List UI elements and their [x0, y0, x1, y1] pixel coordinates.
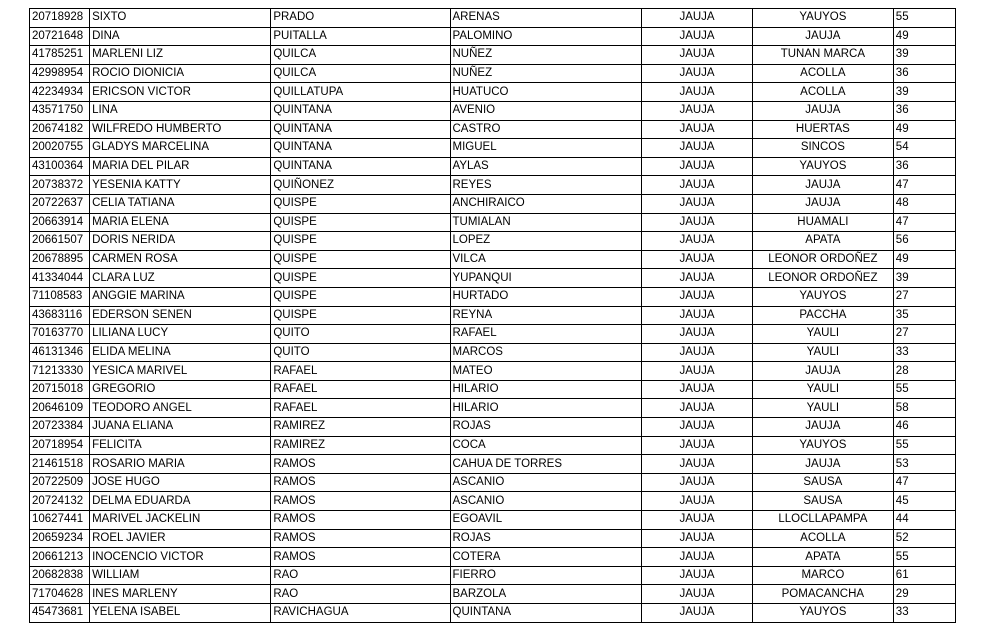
maternal-surname-cell: COTERA	[450, 548, 642, 567]
province-cell: JAUJA	[642, 548, 753, 567]
district-cell: POMACANCHA	[752, 585, 893, 604]
paternal-surname-cell: QUILCA	[271, 64, 450, 83]
district-cell: HUERTAS	[752, 120, 893, 139]
table-row	[30, 139, 956, 158]
dni-cell: 71108583	[30, 287, 90, 306]
paternal-surname-cell: RAMOS	[271, 473, 450, 492]
table-row	[30, 325, 956, 344]
province-cell: JAUJA	[642, 101, 753, 120]
maternal-surname-cell: REYNA	[450, 306, 642, 325]
dni-cell: 20718954	[30, 436, 90, 455]
first-name-cell: GREGORIO	[90, 380, 271, 399]
province-cell: JAUJA	[642, 194, 753, 213]
first-name-cell: ROSARIO MARIA	[90, 455, 271, 474]
table-row	[30, 604, 956, 623]
first-name-cell: YESICA MARIVEL	[90, 362, 271, 381]
age-cell: 46	[893, 418, 955, 437]
first-name-cell: INOCENCIO VICTOR	[90, 548, 271, 567]
table-row	[30, 287, 956, 306]
paternal-surname-cell: RAMOS	[271, 548, 450, 567]
paternal-surname-cell: RAMOS	[271, 511, 450, 530]
province-cell: JAUJA	[642, 585, 753, 604]
table-row	[30, 511, 956, 530]
paternal-surname-cell: QUISPE	[271, 250, 450, 269]
maternal-surname-cell: ASCANIO	[450, 492, 642, 511]
dni-cell: 20722637	[30, 194, 90, 213]
district-cell: YAULI	[752, 325, 893, 344]
province-cell: JAUJA	[642, 566, 753, 585]
age-cell: 52	[893, 529, 955, 548]
paternal-surname-cell: QUILCA	[271, 46, 450, 65]
table-row	[30, 529, 956, 548]
table-row	[30, 46, 956, 65]
first-name-cell: MARLENI LIZ	[90, 46, 271, 65]
district-cell: YAUYOS	[752, 9, 893, 28]
maternal-surname-cell: CAHUA DE TORRES	[450, 455, 642, 474]
maternal-surname-cell: VILCA	[450, 250, 642, 269]
table-row	[30, 64, 956, 83]
district-cell: APATA	[752, 548, 893, 567]
maternal-surname-cell: MIGUEL	[450, 139, 642, 158]
age-cell: 49	[893, 27, 955, 46]
district-cell: SAUSA	[752, 473, 893, 492]
dni-cell: 71213330	[30, 362, 90, 381]
first-name-cell: CLARA LUZ	[90, 269, 271, 288]
dni-cell: 70163770	[30, 325, 90, 344]
maternal-surname-cell: QUINTANA	[450, 604, 642, 623]
district-cell: JAUJA	[752, 418, 893, 437]
maternal-surname-cell: MARCOS	[450, 343, 642, 362]
district-cell: JAUJA	[752, 455, 893, 474]
paternal-surname-cell: QUINTANA	[271, 139, 450, 158]
district-cell: TUNAN MARCA	[752, 46, 893, 65]
age-cell: 58	[893, 399, 955, 418]
first-name-cell: YESENIA KATTY	[90, 176, 271, 195]
age-cell: 55	[893, 436, 955, 455]
dni-cell: 43571750	[30, 101, 90, 120]
district-cell: JAUJA	[752, 362, 893, 381]
paternal-surname-cell: RAVICHAGUA	[271, 604, 450, 623]
first-name-cell: TEODORO ANGEL	[90, 399, 271, 418]
table-row	[30, 566, 956, 585]
dni-cell: 20738372	[30, 176, 90, 195]
dni-cell: 20718928	[30, 9, 90, 28]
table-row	[30, 9, 956, 28]
first-name-cell: CELIA TATIANA	[90, 194, 271, 213]
district-cell: MARCO	[752, 566, 893, 585]
district-cell: ACOLLA	[752, 64, 893, 83]
district-cell: YAUYOS	[752, 157, 893, 176]
province-cell: JAUJA	[642, 139, 753, 158]
maternal-surname-cell: ROJAS	[450, 418, 642, 437]
first-name-cell: INES MARLENY	[90, 585, 271, 604]
district-cell: YAULI	[752, 343, 893, 362]
table-row	[30, 362, 956, 381]
age-cell: 54	[893, 139, 955, 158]
paternal-surname-cell: PUITALLA	[271, 27, 450, 46]
district-cell: JAUJA	[752, 27, 893, 46]
age-cell: 33	[893, 604, 955, 623]
dni-cell: 20724132	[30, 492, 90, 511]
district-cell: APATA	[752, 232, 893, 251]
dni-cell: 20723384	[30, 418, 90, 437]
dni-cell: 41334044	[30, 269, 90, 288]
age-cell: 28	[893, 362, 955, 381]
dni-cell: 20722509	[30, 473, 90, 492]
province-cell: JAUJA	[642, 64, 753, 83]
paternal-surname-cell: RAMOS	[271, 455, 450, 474]
dni-cell: 20678895	[30, 250, 90, 269]
table-row	[30, 399, 956, 418]
first-name-cell: LILIANA LUCY	[90, 325, 271, 344]
maternal-surname-cell: COCA	[450, 436, 642, 455]
maternal-surname-cell: EGOAVIL	[450, 511, 642, 530]
table-row	[30, 176, 956, 195]
dni-cell: 20682838	[30, 566, 90, 585]
maternal-surname-cell: BARZOLA	[450, 585, 642, 604]
first-name-cell: ERICSON VICTOR	[90, 83, 271, 102]
province-cell: JAUJA	[642, 418, 753, 437]
province-cell: JAUJA	[642, 343, 753, 362]
district-cell: HUAMALI	[752, 213, 893, 232]
paternal-surname-cell: QUISPE	[271, 213, 450, 232]
province-cell: JAUJA	[642, 325, 753, 344]
first-name-cell: LINA	[90, 101, 271, 120]
paternal-surname-cell: RAFAEL	[271, 362, 450, 381]
first-name-cell: ELIDA MELINA	[90, 343, 271, 362]
province-cell: JAUJA	[642, 213, 753, 232]
province-cell: JAUJA	[642, 83, 753, 102]
maternal-surname-cell: ARENAS	[450, 9, 642, 28]
paternal-surname-cell: QUIÑONEZ	[271, 176, 450, 195]
table-row	[30, 27, 956, 46]
maternal-surname-cell: REYES	[450, 176, 642, 195]
district-cell: LEONOR ORDOÑEZ	[752, 250, 893, 269]
age-cell: 39	[893, 46, 955, 65]
province-cell: JAUJA	[642, 232, 753, 251]
table-row	[30, 418, 956, 437]
first-name-cell: YELENA ISABEL	[90, 604, 271, 623]
province-cell: JAUJA	[642, 436, 753, 455]
province-cell: JAUJA	[642, 473, 753, 492]
dni-cell: 20715018	[30, 380, 90, 399]
age-cell: 55	[893, 548, 955, 567]
age-cell: 47	[893, 473, 955, 492]
age-cell: 47	[893, 176, 955, 195]
paternal-surname-cell: PRADO	[271, 9, 450, 28]
first-name-cell: MARIA DEL PILAR	[90, 157, 271, 176]
age-cell: 36	[893, 64, 955, 83]
age-cell: 47	[893, 213, 955, 232]
table-row	[30, 194, 956, 213]
dni-cell: 20721648	[30, 27, 90, 46]
maternal-surname-cell: ASCANIO	[450, 473, 642, 492]
dni-cell: 20661213	[30, 548, 90, 567]
age-cell: 53	[893, 455, 955, 474]
paternal-surname-cell: RAFAEL	[271, 380, 450, 399]
province-cell: JAUJA	[642, 120, 753, 139]
table-row	[30, 101, 956, 120]
table-row	[30, 157, 956, 176]
first-name-cell: FELICITA	[90, 436, 271, 455]
maternal-surname-cell: CASTRO	[450, 120, 642, 139]
dni-cell: 43100364	[30, 157, 90, 176]
age-cell: 45	[893, 492, 955, 511]
province-cell: JAUJA	[642, 46, 753, 65]
paternal-surname-cell: RAMOS	[271, 492, 450, 511]
district-cell: LEONOR ORDOÑEZ	[752, 269, 893, 288]
maternal-surname-cell: HILARIO	[450, 399, 642, 418]
table-row	[30, 380, 956, 399]
province-cell: JAUJA	[642, 380, 753, 399]
province-cell: JAUJA	[642, 399, 753, 418]
paternal-surname-cell: QUISPE	[271, 269, 450, 288]
dni-cell: 71704628	[30, 585, 90, 604]
first-name-cell: ROCIO DIONICIA	[90, 64, 271, 83]
district-cell: JAUJA	[752, 101, 893, 120]
first-name-cell: DINA	[90, 27, 271, 46]
age-cell: 55	[893, 9, 955, 28]
paternal-surname-cell: RAO	[271, 585, 450, 604]
maternal-surname-cell: AVENIO	[450, 101, 642, 120]
table-row	[30, 455, 956, 474]
first-name-cell: ANGGIE MARINA	[90, 287, 271, 306]
maternal-surname-cell: FIERRO	[450, 566, 642, 585]
first-name-cell: DORIS NERIDA	[90, 232, 271, 251]
district-cell: YAULI	[752, 380, 893, 399]
table-row	[30, 83, 956, 102]
dni-cell: 42998954	[30, 64, 90, 83]
dni-cell: 20020755	[30, 139, 90, 158]
first-name-cell: EDERSON SENEN	[90, 306, 271, 325]
paternal-surname-cell: RAMIREZ	[271, 436, 450, 455]
paternal-surname-cell: RAO	[271, 566, 450, 585]
first-name-cell: JUANA ELIANA	[90, 418, 271, 437]
district-cell: ACOLLA	[752, 529, 893, 548]
maternal-surname-cell: HURTADO	[450, 287, 642, 306]
paternal-surname-cell: QUITO	[271, 343, 450, 362]
district-cell: YAULI	[752, 399, 893, 418]
province-cell: JAUJA	[642, 492, 753, 511]
paternal-surname-cell: RAFAEL	[271, 399, 450, 418]
table-row	[30, 269, 956, 288]
dni-cell: 43683116	[30, 306, 90, 325]
paternal-surname-cell: RAMIREZ	[271, 418, 450, 437]
age-cell: 48	[893, 194, 955, 213]
table-row	[30, 120, 956, 139]
age-cell: 44	[893, 511, 955, 530]
maternal-surname-cell: RAFAEL	[450, 325, 642, 344]
district-cell: JAUJA	[752, 176, 893, 195]
paternal-surname-cell: QUISPE	[271, 306, 450, 325]
paternal-surname-cell: QUINTANA	[271, 157, 450, 176]
first-name-cell: JOSE HUGO	[90, 473, 271, 492]
district-cell: ACOLLA	[752, 83, 893, 102]
dni-cell: 20661507	[30, 232, 90, 251]
maternal-surname-cell: ANCHIRAICO	[450, 194, 642, 213]
dni-cell: 46131346	[30, 343, 90, 362]
district-cell: YAUYOS	[752, 287, 893, 306]
province-cell: JAUJA	[642, 455, 753, 474]
district-cell: YAUYOS	[752, 604, 893, 623]
age-cell: 49	[893, 120, 955, 139]
dni-cell: 45473681	[30, 604, 90, 623]
district-cell: YAUYOS	[752, 436, 893, 455]
province-cell: JAUJA	[642, 9, 753, 28]
province-cell: JAUJA	[642, 157, 753, 176]
province-cell: JAUJA	[642, 306, 753, 325]
first-name-cell: MARIVEL JACKELIN	[90, 511, 271, 530]
district-cell: JAUJA	[752, 194, 893, 213]
province-cell: JAUJA	[642, 176, 753, 195]
age-cell: 36	[893, 157, 955, 176]
first-name-cell: WILLIAM	[90, 566, 271, 585]
province-cell: JAUJA	[642, 27, 753, 46]
paternal-surname-cell: QUINTANA	[271, 120, 450, 139]
dni-cell: 41785251	[30, 46, 90, 65]
age-cell: 29	[893, 585, 955, 604]
age-cell: 33	[893, 343, 955, 362]
province-cell: JAUJA	[642, 529, 753, 548]
table-row	[30, 492, 956, 511]
paternal-surname-cell: QUISPE	[271, 232, 450, 251]
maternal-surname-cell: NUÑEZ	[450, 64, 642, 83]
maternal-surname-cell: YUPANQUI	[450, 269, 642, 288]
maternal-surname-cell: ROJAS	[450, 529, 642, 548]
first-name-cell: MARIA ELENA	[90, 213, 271, 232]
maternal-surname-cell: NUÑEZ	[450, 46, 642, 65]
province-cell: JAUJA	[642, 362, 753, 381]
age-cell: 55	[893, 380, 955, 399]
maternal-surname-cell: HUATUCO	[450, 83, 642, 102]
data-table	[29, 8, 956, 623]
maternal-surname-cell: AYLAS	[450, 157, 642, 176]
table-row	[30, 585, 956, 604]
age-cell: 49	[893, 250, 955, 269]
paternal-surname-cell: QUILLATUPA	[271, 83, 450, 102]
age-cell: 39	[893, 269, 955, 288]
table-row	[30, 250, 956, 269]
table-row	[30, 548, 956, 567]
age-cell: 27	[893, 325, 955, 344]
first-name-cell: ROEL JAVIER	[90, 529, 271, 548]
age-cell: 35	[893, 306, 955, 325]
province-cell: JAUJA	[642, 604, 753, 623]
paternal-surname-cell: RAMOS	[271, 529, 450, 548]
maternal-surname-cell: LOPEZ	[450, 232, 642, 251]
paternal-surname-cell: QUITO	[271, 325, 450, 344]
dni-cell: 20663914	[30, 213, 90, 232]
paternal-surname-cell: QUISPE	[271, 194, 450, 213]
province-cell: JAUJA	[642, 511, 753, 530]
table-row	[30, 473, 956, 492]
table-row	[30, 343, 956, 362]
table-row	[30, 232, 956, 251]
province-cell: JAUJA	[642, 250, 753, 269]
first-name-cell: DELMA EDUARDA	[90, 492, 271, 511]
age-cell: 56	[893, 232, 955, 251]
paternal-surname-cell: QUINTANA	[271, 101, 450, 120]
province-cell: JAUJA	[642, 269, 753, 288]
dni-cell: 10627441	[30, 511, 90, 530]
first-name-cell: GLADYS MARCELINA	[90, 139, 271, 158]
maternal-surname-cell: TUMIALAN	[450, 213, 642, 232]
age-cell: 36	[893, 101, 955, 120]
district-cell: SINCOS	[752, 139, 893, 158]
table-body	[30, 9, 956, 623]
dni-cell: 20674182	[30, 120, 90, 139]
paternal-surname-cell: QUISPE	[271, 287, 450, 306]
first-name-cell: SIXTO	[90, 9, 271, 28]
maternal-surname-cell: HILARIO	[450, 380, 642, 399]
first-name-cell: WILFREDO HUMBERTO	[90, 120, 271, 139]
district-cell: SAUSA	[752, 492, 893, 511]
province-cell: JAUJA	[642, 287, 753, 306]
table-row	[30, 436, 956, 455]
dni-cell: 20659234	[30, 529, 90, 548]
age-cell: 39	[893, 83, 955, 102]
district-cell: LLOCLLAPAMPA	[752, 511, 893, 530]
maternal-surname-cell: MATEO	[450, 362, 642, 381]
dni-cell: 42234934	[30, 83, 90, 102]
first-name-cell: CARMEN ROSA	[90, 250, 271, 269]
table-row	[30, 306, 956, 325]
age-cell: 27	[893, 287, 955, 306]
dni-cell: 20646109	[30, 399, 90, 418]
table-row	[30, 213, 956, 232]
dni-cell: 21461518	[30, 455, 90, 474]
maternal-surname-cell: PALOMINO	[450, 27, 642, 46]
district-cell: PACCHA	[752, 306, 893, 325]
age-cell: 61	[893, 566, 955, 585]
